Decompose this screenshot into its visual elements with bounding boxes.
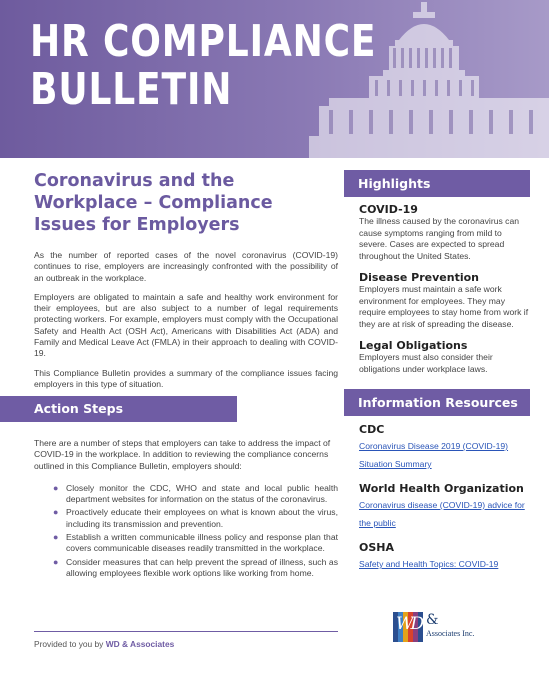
action-steps-list — [34, 483, 338, 579]
action-steps-header: Action Steps — [0, 396, 237, 422]
highlight-item — [344, 271, 530, 330]
capitol-building-image — [309, 0, 549, 158]
resources-header: Information Resources — [344, 389, 530, 416]
article-paragraph: Employers are obligated to maintain a safe and healthy work environment for their employees, but are also subject to a number of legal requirements protecting workers. For example, employers must comply with the Occupational Safety and Health Act (OSH Act), Americans with Disabilities Act (ADA) and Family and Medical Leave Act (FMLA) in their approach to dealing with COVID-19. — [34, 291, 338, 359]
resource-link[interactable]: Safety and Health Topics: COVID-19 — [359, 559, 499, 569]
highlight-heading: Legal Obligations — [359, 339, 468, 352]
article — [34, 170, 338, 390]
resource-heading: World Health Organization — [359, 482, 524, 495]
article-paragraph: As the number of reported cases of the novel coronavirus (COVID-19) continues to rise, employers are increasingly confronted with the possibility of an outbreak in the workplace. — [34, 250, 338, 283]
action-steps-section — [34, 438, 338, 581]
logo-name: Associates Inc. — [426, 629, 475, 638]
header-banner — [0, 0, 549, 158]
resource-link[interactable]: Coronavirus disease (COVID-19) advice for the public — [359, 500, 525, 528]
resource-heading: CDC — [359, 423, 385, 436]
provided-by: Provided to you by WD & Associates — [34, 639, 175, 649]
bulletin-title-line1: HR COMPLIANCE — [30, 16, 377, 67]
resource-link[interactable]: Coronavirus Disease 2019 (COVID-19) Situation Summary — [359, 441, 509, 469]
logo-monogram: WD — [396, 614, 422, 634]
highlight-item — [344, 203, 530, 262]
resource-item — [344, 482, 530, 531]
sidebar — [344, 170, 530, 572]
highlight-heading: COVID-19 — [359, 203, 418, 216]
bullet-icon: ● — [53, 532, 59, 543]
resource-heading: OSHA — [359, 541, 394, 554]
article-paragraph: This Compliance Bulletin provides a summary of the compliance issues facing employers in this type of situation. — [34, 367, 338, 389]
highlight-text: The illness caused by the coronavirus can cause symptoms ranging from mild to severe. Cases are expected to spread throughout the United States. — [359, 216, 520, 261]
company-logo — [393, 612, 543, 642]
bullet-icon: ● — [53, 507, 59, 518]
bulletin-title-line2: BULLETIN — [30, 64, 233, 115]
bullet-icon: ● — [53, 556, 59, 567]
list-item: ● Proactively educate their employees on what is known about the virus, including its transmission and prevention. — [53, 507, 338, 529]
highlight-heading: Disease Prevention — [359, 271, 479, 284]
resource-item — [344, 423, 530, 472]
list-item: ● Consider measures that can help prevent the spread of illness, such as allowing employees flexible work options like working from home. — [53, 556, 338, 578]
action-steps-intro: There are a number of steps that employers can take to address the impact of COVID-19 in the workplace. In addition to reviewing the compliance concerns outlined in this Compliance Bulletin, employers should: — [34, 438, 331, 471]
footer-divider — [34, 631, 338, 632]
bullet-icon: ● — [53, 482, 59, 493]
highlight-text: Employers must also consider their obligations under workplace laws. — [359, 352, 493, 374]
highlights-header: Highlights — [344, 170, 530, 197]
article-title: Coronavirus and the Workplace – Compliance Issues for Employers — [34, 171, 273, 235]
highlight-text: Employers must maintain a safe work environment for employees. They may require employees to stay home from work if they are at risk of spreading the disease. — [359, 284, 529, 329]
resource-item — [344, 541, 530, 572]
logo-ampersand: & — [426, 612, 439, 628]
list-item: ● Closely monitor the CDC, WHO and state and local public health department websites for information on the status of the coronavirus. — [53, 482, 338, 505]
broker-name: WD & Associates — [105, 639, 175, 649]
list-item: ● Establish a written communicable illness policy and response plan that covers communicable diseases readily transmitted in the workplace. — [53, 532, 338, 554]
highlight-item — [344, 339, 530, 375]
